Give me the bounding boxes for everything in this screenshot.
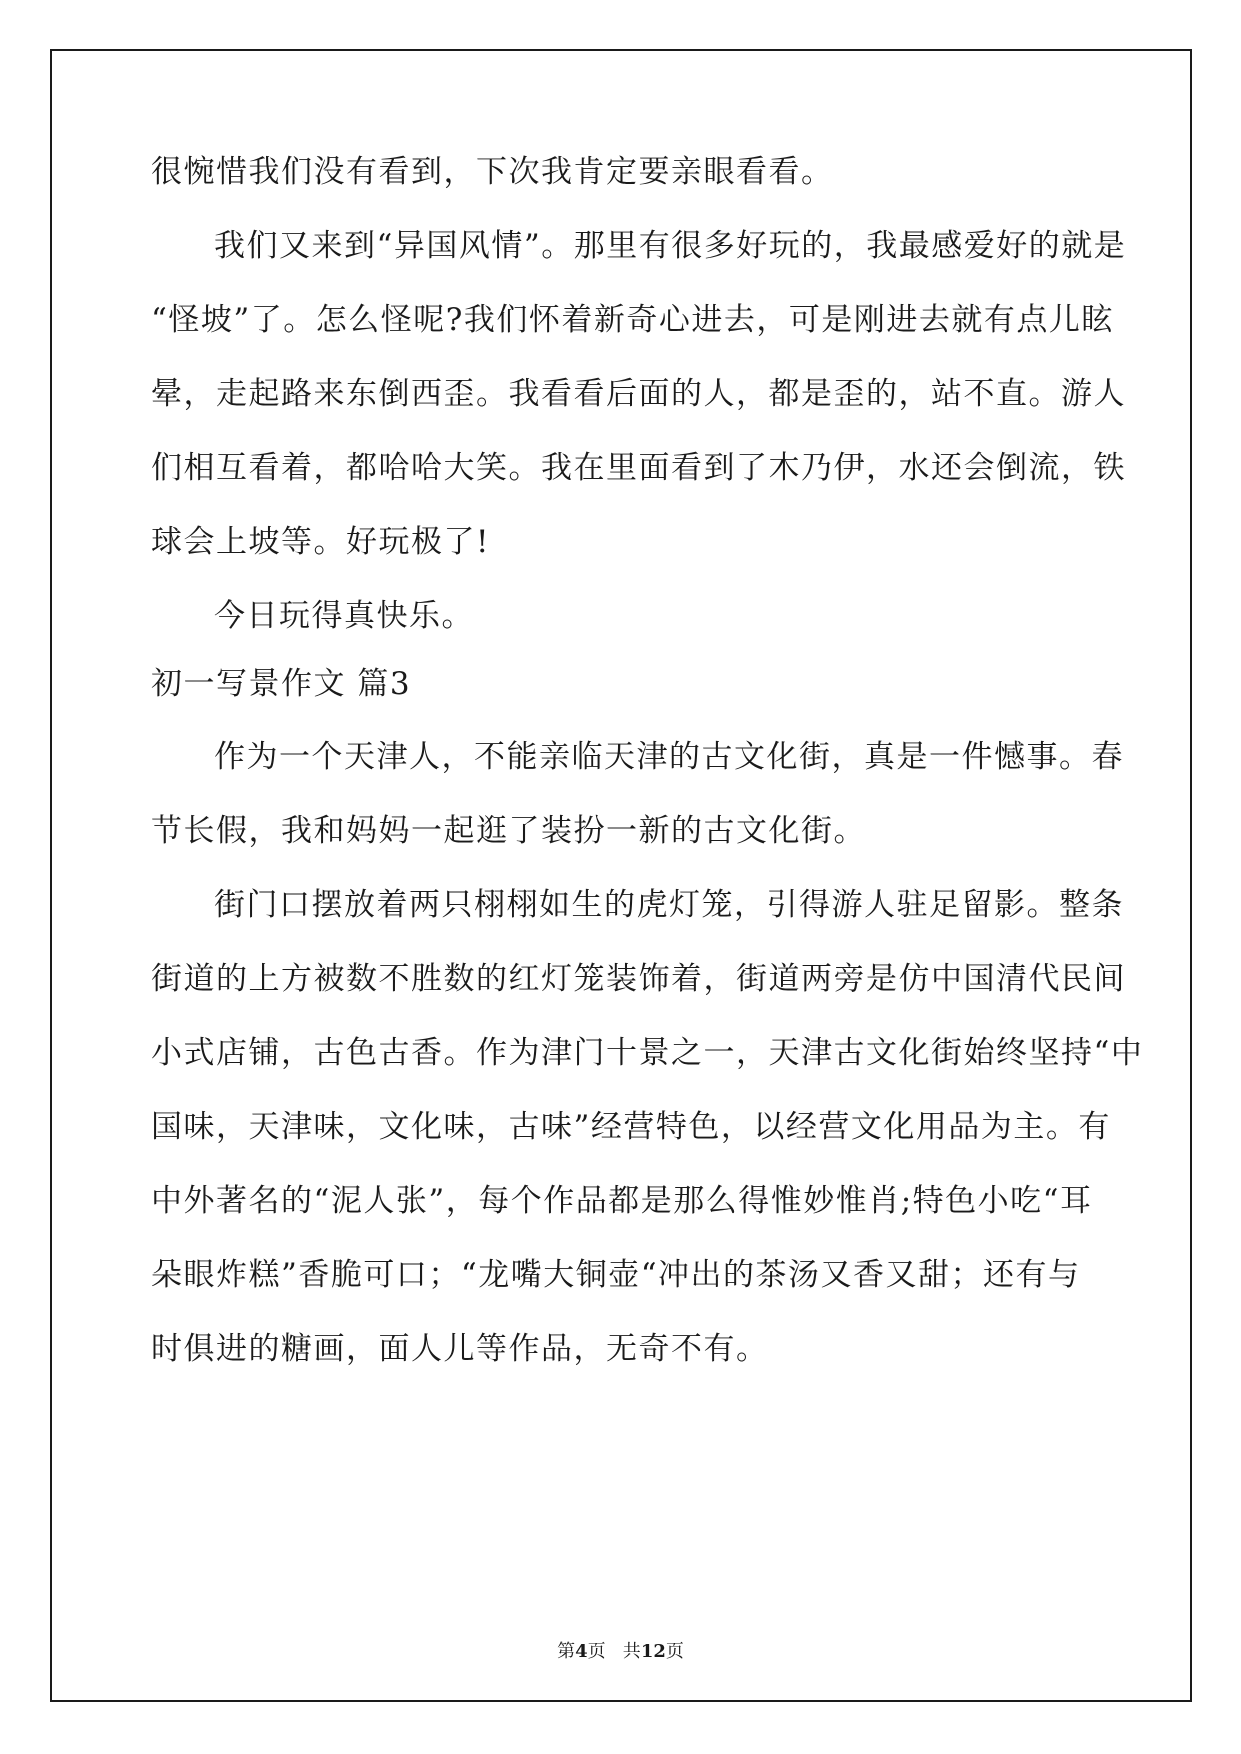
text-line: 街道的上方被数不胜数的红灯笼装饰着，街道两旁是仿中国清代民间 bbox=[151, 961, 1126, 997]
page-number: 4 bbox=[575, 1641, 588, 1662]
total-pages: 12 bbox=[640, 1641, 666, 1662]
page-border bbox=[50, 49, 1192, 1702]
footer-middle: 页 共 bbox=[587, 1641, 641, 1662]
text-line: 今日玩得真快乐。 bbox=[214, 598, 474, 634]
text-line: 朵眼炸糕”香脆可口；“龙嘴大铜壶“冲出的茶汤又香又甜；还有与 bbox=[151, 1257, 1081, 1293]
text-line: 节长假，我和妈妈一起逛了装扮一新的古文化街。 bbox=[151, 813, 866, 849]
footer-suffix: 页 bbox=[665, 1641, 684, 1662]
text-line: 时俱进的糖画，面人儿等作品，无奇不有。 bbox=[151, 1331, 769, 1367]
text-line: 我们又来到“异国风情”。那里有很多好玩的，我最感爱好的就是 bbox=[214, 228, 1127, 264]
text-line: 很惋惜我们没有看到，下次我肯定要亲眼看看。 bbox=[151, 154, 834, 190]
text-line: “怪坡”了。怎么怪呢?我们怀着新奇心进去，可是刚进去就有点儿眩 bbox=[151, 302, 1114, 338]
text-line: 作为一个天津人，不能亲临天津的古文化街，真是一件憾事。春 bbox=[214, 739, 1124, 775]
text-line: 们相互看着，都哈哈大笑。我在里面看到了木乃伊，水还会倒流，铁 bbox=[151, 450, 1126, 486]
text-line: 晕，走起路来东倒西歪。我看看后面的人，都是歪的，站不直。游人 bbox=[151, 376, 1126, 412]
footer-prefix: 第 bbox=[557, 1641, 576, 1662]
text-line: 球会上坡等。好玩极了! bbox=[151, 524, 490, 560]
text-line: 街门口摆放着两只栩栩如生的虎灯笼，引得游人驻足留影。整条 bbox=[214, 887, 1124, 923]
text-line: 国味，天津味，文化味，古味”经营特色，以经营文化用品为主。有 bbox=[151, 1109, 1111, 1145]
page-footer bbox=[0, 1640, 1241, 1664]
text-line: 中外著名的“泥人张”，每个作品都是那么得惟妙惟肖;特色小吃“耳 bbox=[151, 1183, 1093, 1219]
section-heading: 初一写景作文 篇3 bbox=[151, 666, 412, 702]
text-line: 小式店铺，古色古香。作为津门十景之一，天津古文化街始终坚持“中 bbox=[151, 1035, 1144, 1071]
